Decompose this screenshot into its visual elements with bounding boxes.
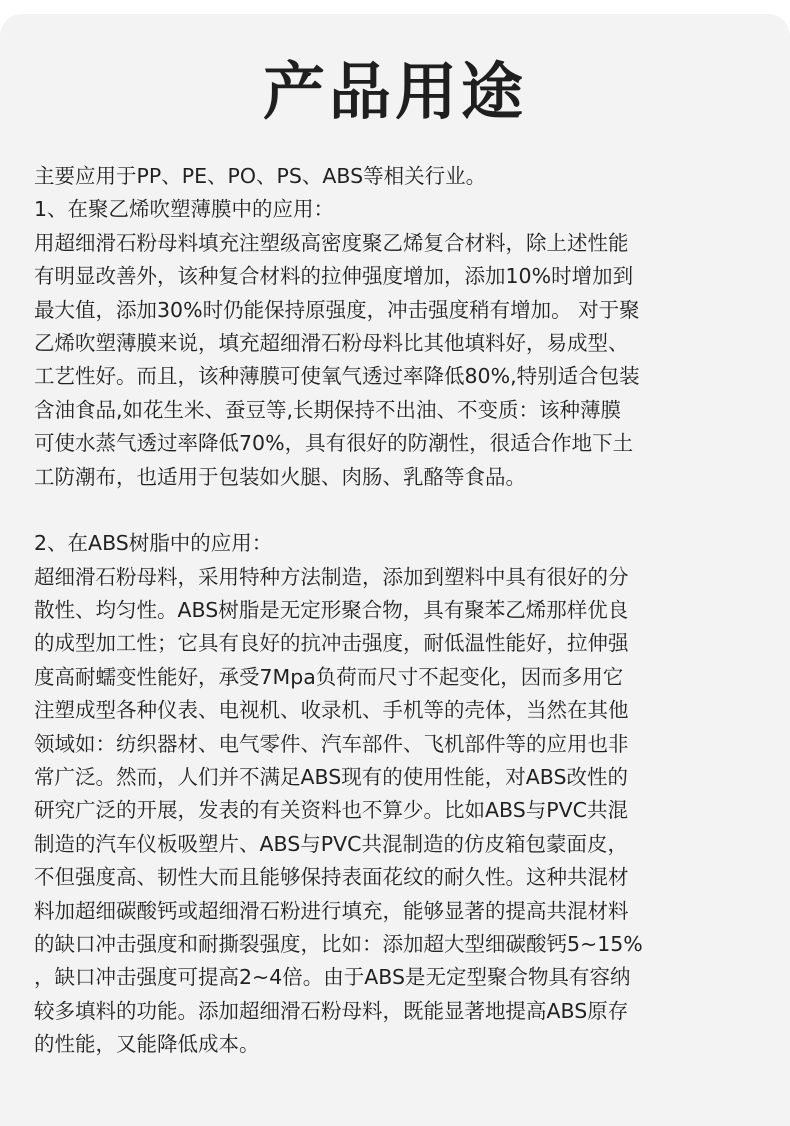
section-1-heading: 1、在聚乙烯吹塑薄膜中的应用： bbox=[34, 197, 335, 222]
body-line: 注塑成型各种仪表、电视机、收录机、手机等的壳体，当然在其他 bbox=[34, 698, 629, 723]
body-line: 度高耐蠕变性能好，承受7Mpa负荷而尺寸不起变化，因而多用它 bbox=[34, 664, 624, 689]
body-line: 不但强度高、韧性大而且能够保持表面花纹的耐久性。这种共混材 bbox=[34, 865, 629, 890]
body-line: 含油食品,如花生米、蚕豆等,长期保持不出油、不变质：该种薄膜 bbox=[34, 397, 622, 422]
body-line: 领域如：纺织器材、电气零件、汽车部件、飞机部件等的应用也非 bbox=[34, 731, 629, 756]
body-line: 用超细滑石粉母料填充注塑级高密度聚乙烯复合材料，除上述性能 bbox=[34, 230, 629, 255]
page-title: 产品用途 bbox=[262, 55, 527, 128]
intro-text: 主要应用于PP、PE、PO、PS、ABS等相关行业。 bbox=[34, 164, 487, 188]
body-line: 工艺性好。而且，该种薄膜可使氧气透过率降低80%,特别适合包装 bbox=[34, 364, 640, 389]
body-line: ，缺口冲击强度可提高2~4倍。由于ABS是无定型聚合物具有容纳 bbox=[34, 965, 631, 990]
body-line: 最大值，添加30%时仍能保持原强度，冲击强度稍有增加。 对于聚 bbox=[34, 297, 640, 322]
body-line: 的成型加工性；它具有良好的抗冲击强度，耐低温性能好，拉伸强 bbox=[34, 631, 629, 656]
body-line: 超细滑石粉母料，采用特种方法制造，添加到塑料中具有很好的分 bbox=[34, 564, 629, 589]
body-line: 可使水蒸气透过率降低70%，具有很好的防潮性，很适合作地下土 bbox=[34, 431, 634, 456]
body-line: 的缺口冲击强度和耐撕裂强度，比如：添加超大型细碳酸钙5~15% bbox=[34, 931, 643, 956]
section-2-body bbox=[34, 561, 764, 1062]
body-line: 较多填料的功能。添加超细滑石粉母料，既能显著地提高ABS原存 bbox=[34, 998, 629, 1023]
body-line: 制造的汽车仪板吸塑片、ABS与PVC共混制造的仿皮箱包蒙面皮， bbox=[34, 831, 628, 856]
section-2-heading: 2、在ABS树脂中的应用： bbox=[34, 531, 273, 556]
paragraph-spacer bbox=[34, 494, 764, 527]
body-line: 研究广泛的开展，发表的有关资料也不算少。比如ABS与PVC共混 bbox=[34, 798, 628, 823]
body-line: 料加超细碳酸钙或超细滑石粉进行填充，能够显著的提高共混材料 bbox=[34, 898, 629, 923]
content-card bbox=[0, 14, 790, 1126]
body-line: 的性能，又能降低成本。 bbox=[34, 1032, 260, 1057]
body-line: 常广泛。然而，人们并不满足ABS现有的使用性能，对ABS改性的 bbox=[34, 765, 628, 790]
body-line: 散性、均匀性。ABS树脂是无定形聚合物，具有聚苯乙烯那样优良 bbox=[34, 598, 629, 623]
body-line: 有明显改善外，该种复合材料的拉伸强度增加，添加10%时增加到 bbox=[34, 264, 634, 289]
body-line: 工防潮布，也适用于包装如火腿、肉肠、乳酪等食品。 bbox=[34, 464, 526, 489]
section-1-body bbox=[34, 227, 764, 494]
article-body bbox=[34, 160, 764, 1062]
body-line: 乙烯吹塑薄膜来说，填充超细滑石粉母料比其他填料好，易成型、 bbox=[34, 330, 629, 355]
